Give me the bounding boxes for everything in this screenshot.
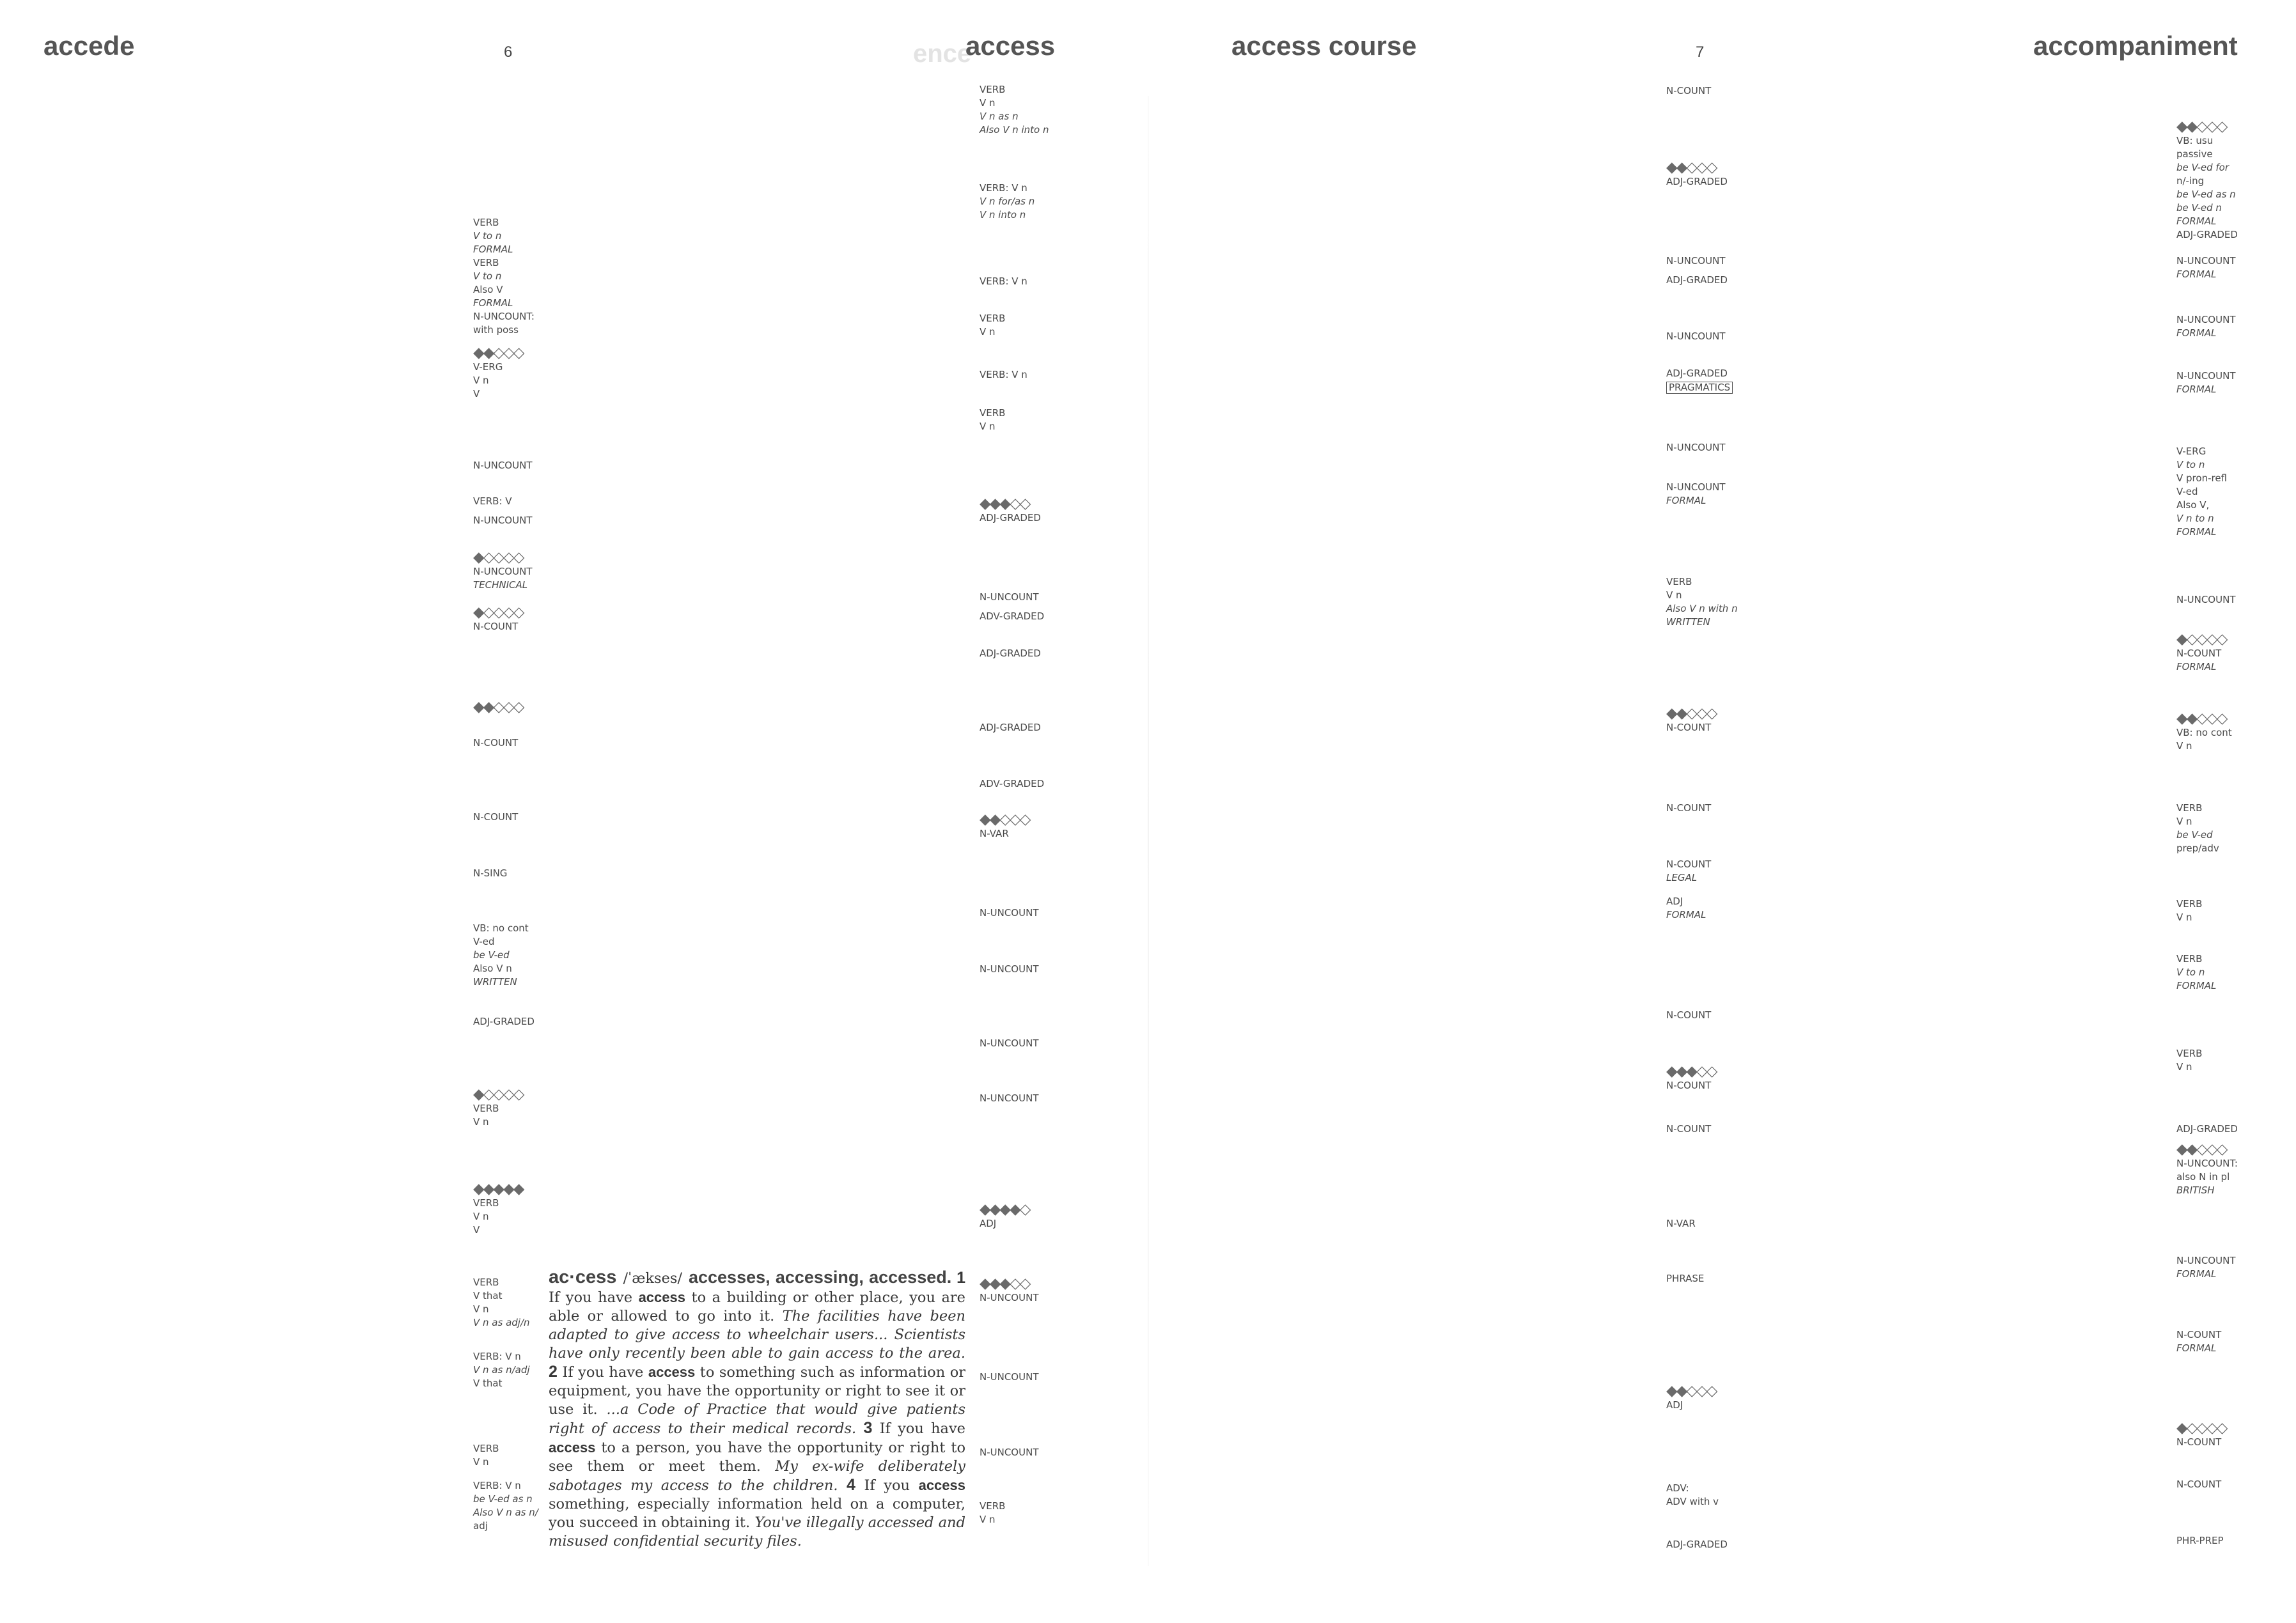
grammar-label-line: FORMAL: [2176, 327, 2217, 339]
grammar-label: [980, 1037, 1038, 1050]
frequency-diamonds: ◆◆◇◇◇: [1666, 1383, 1717, 1399]
grammar-label-line: V n as n/adj: [473, 1364, 530, 1376]
grammar-label: [2176, 711, 2232, 753]
grammar-label: [2176, 445, 2227, 539]
grammar-label: [473, 1276, 530, 1330]
grammar-label-line: FORMAL: [1666, 909, 1706, 920]
grammar-label: [980, 1276, 1038, 1305]
grammar-label-line: adj: [473, 1520, 488, 1532]
sense-text: If you have: [562, 1364, 648, 1381]
grammar-label-line: VERB: V n: [980, 276, 1027, 287]
frequency-diamonds: ◆◆◇◇◇: [2176, 1141, 2227, 1158]
grammar-label: [2176, 593, 2235, 607]
grammar-label: [980, 610, 1044, 623]
grammar-label-line: ADJ-GRADED: [1666, 1539, 1728, 1550]
grammar-label-line: Also V n into n: [980, 124, 1049, 136]
frequency-diamonds: ◆◆◆◇◇: [1666, 1063, 1717, 1080]
grammar-label-line: N-COUNT: [1666, 1123, 1712, 1135]
frequency-diamonds: ◆◆◆◇◇: [980, 495, 1030, 512]
grammar-label: [473, 811, 518, 824]
sense-number: 2: [549, 1363, 558, 1381]
grammar-label: [1666, 575, 1738, 629]
grammar-label: [980, 83, 1049, 137]
grammar-label-line: ADJ: [1666, 896, 1683, 907]
grammar-label-line: VB: usu: [2176, 135, 2214, 146]
grammar-label: [473, 1015, 535, 1029]
grammar-label-line: N-UNCOUNT: [980, 907, 1039, 919]
grammar-label: [473, 459, 532, 472]
grammar-label: [980, 1500, 1005, 1526]
frequency-diamonds: ◆◇◇◇◇: [473, 604, 524, 621]
grammar-label-line: VB: no cont: [2176, 727, 2232, 738]
grammar-label-line: N-UNCOUNT: [473, 566, 533, 577]
grammar-label-line: FORMAL: [1666, 495, 1706, 506]
page-number-left: 6: [504, 43, 513, 61]
grammar-label-line: N-UNCOUNT: [980, 1447, 1039, 1458]
grammar-label: [1666, 1538, 1728, 1551]
grammar-label-line: FORMAL: [473, 244, 513, 255]
grammar-label: [473, 1442, 499, 1469]
grammar-label-line: N-UNCOUNT: [1666, 255, 1726, 267]
grammar-label-line: N-UNCOUNT: [1666, 330, 1726, 342]
grammar-label-line: V: [473, 1224, 480, 1236]
grammar-label: [1666, 481, 1725, 508]
grammar-label-line: V n: [980, 97, 996, 109]
grammar-label: [2176, 119, 2238, 242]
grammar-label-line: V n: [473, 375, 489, 386]
grammar-label-line: VERB: [2176, 1048, 2203, 1059]
grammar-label-line: FORMAL: [2176, 268, 2217, 280]
grammar-label-line: V n: [473, 1211, 489, 1222]
grammar-label: [980, 182, 1035, 222]
grammar-label-line: N-UNCOUNT: [2176, 314, 2236, 325]
grammar-label: [473, 605, 523, 633]
grammar-label: [473, 922, 529, 989]
grammar-label: [473, 514, 532, 527]
grammar-label-line: ADJ-GRADED: [473, 1016, 535, 1027]
grammar-label: [2176, 952, 2216, 993]
grammar-label-line: N-UNCOUNT:: [2176, 1158, 2238, 1169]
grammar-label-line: V n for/as n: [980, 196, 1035, 207]
frequency-diamonds: ◆◆◆◆◇: [980, 1201, 1030, 1218]
headword: ac·cess: [549, 1267, 617, 1287]
sense-number: 4: [847, 1476, 855, 1494]
grammar-label: [2176, 632, 2226, 674]
grammar-label-line: be V-ed as n: [2176, 189, 2236, 200]
grammar-label-line: N-COUNT: [2176, 1329, 2222, 1340]
grammar-label-line: VERB: [473, 217, 499, 228]
grammar-label-line: VERB: [473, 1103, 499, 1114]
grammar-label-line: V n as adj/n: [473, 1317, 530, 1328]
grammar-label-line: Also V n: [473, 963, 512, 974]
grammar-label-line: V n: [473, 1116, 489, 1128]
grammar-label: [1666, 1122, 1711, 1136]
sense-text: If you have: [549, 1289, 639, 1306]
pronunciation: /ˈækses/: [623, 1270, 682, 1287]
grammar-label-line: V n: [980, 1514, 996, 1525]
grammar-label: [473, 550, 532, 592]
grammar-label-line: with poss: [473, 324, 519, 336]
grammar-label: [2176, 313, 2235, 340]
grammar-label-line: N-VAR: [1666, 1218, 1696, 1229]
grammar-label: [980, 906, 1038, 920]
grammar-label-line: V-ERG: [2176, 446, 2206, 457]
grammar-label-line: Also V: [473, 284, 503, 295]
grammar-label: [473, 216, 535, 337]
grammar-label: [980, 496, 1041, 525]
grammar-label-line: N-COUNT: [1666, 1009, 1712, 1021]
grammar-label-line: Also V,: [2176, 499, 2210, 511]
grammar-label: [473, 495, 512, 508]
grammar-label-line: N-UNCOUNT: [1666, 442, 1726, 453]
grammar-label-line: ADJ: [980, 1218, 997, 1229]
sense-example: The facilities have been adapted to give access to wheelchair users... Scientists have only recently been able to gain access to the area.: [549, 1308, 965, 1362]
grammar-label: [980, 1371, 1038, 1384]
grammar-label-line: WRITTEN: [1666, 616, 1710, 628]
frequency-diamonds: ◆◆◆◇◇: [980, 1275, 1030, 1292]
sense-keyword: access: [648, 1364, 696, 1380]
frequency-diamonds: ◆◇◇◇◇: [473, 1086, 524, 1103]
sense-text: If you have: [879, 1420, 965, 1437]
grammar-label-line: N-UNCOUNT: [1666, 481, 1726, 493]
grammar-label-line: ADJ-GRADED: [1666, 274, 1728, 286]
grammar-label-line: V to n: [473, 230, 502, 242]
grammar-label-line: V pron-refl: [2176, 472, 2227, 484]
grammar-label-line: V-ed: [473, 936, 495, 947]
grammar-label-line: ADV with v: [1666, 1496, 1719, 1507]
grammar-label-line: FORMAL: [2176, 384, 2217, 395]
grammar-label-line: prep/adv: [2176, 843, 2219, 854]
grammar-label-line: FORMAL: [2176, 1342, 2217, 1354]
frequency-diamonds: ◆◆◇◇◇: [980, 811, 1030, 828]
grammar-label: [1666, 1272, 1704, 1285]
grammar-label: [1666, 1482, 1719, 1509]
grammar-label: [473, 699, 523, 715]
grammar-label: [473, 1350, 530, 1390]
grammar-label-line: V n as n: [980, 111, 1019, 122]
grammar-label: [980, 1446, 1038, 1459]
grammar-label: [980, 963, 1038, 976]
grammar-label-line: V n into n: [980, 209, 1026, 221]
grammar-label-line: N-COUNT: [2176, 1479, 2222, 1490]
grammar-label-line: BRITISH: [2176, 1184, 2215, 1196]
sense-example: My ex-wife deliberately sabotages my access to the children.: [549, 1458, 965, 1494]
grammar-label-line: N-COUNT: [1666, 722, 1712, 733]
grammar-label-line: Also V n with n: [1666, 603, 1738, 614]
grammar-label-line: VERB: V n: [980, 369, 1027, 380]
grammar-label: [1666, 802, 1711, 815]
grammar-label-line: VERB: [1666, 576, 1692, 587]
grammar-label-line: N-UNCOUNT: [980, 1092, 1039, 1104]
grammar-label: [2176, 897, 2202, 924]
grammar-label-line: N-UNCOUNT:: [473, 311, 535, 322]
grammar-label-line: ADJ: [1666, 1399, 1683, 1411]
grammar-label: [473, 736, 518, 750]
grammar-label: [2176, 1420, 2226, 1449]
grammar-label-line: VERB: [2176, 898, 2203, 910]
grammar-label-line: be V-ed for: [2176, 162, 2230, 173]
grammar-label-line: FORMAL: [2176, 980, 2217, 991]
grammar-label: [2176, 254, 2235, 281]
grammar-label-line: FORMAL: [2176, 661, 2217, 672]
grammar-label-line: VERB: [980, 313, 1006, 324]
grammar-label-line: V n: [1666, 589, 1682, 601]
frequency-diamonds: ◆◆◇◇◇: [2176, 710, 2227, 727]
grammar-label-line: V: [473, 388, 480, 400]
page-number-right: 7: [1696, 43, 1705, 61]
grammar-label-line: N-UNCOUNT: [980, 1292, 1039, 1303]
grammar-label-line: N-VAR: [980, 828, 1009, 839]
grammar-label-line: VERB: V: [473, 495, 512, 507]
grammar-label-line: V to n: [473, 270, 502, 282]
sense-text: to something such as information or equipment, you have the opportunity or right to see it or use it.: [549, 1364, 965, 1418]
grammar-label-line: V n: [2176, 816, 2192, 827]
grammar-label-line: V n to n: [2176, 513, 2214, 524]
grammar-label-line: FORMAL: [2176, 526, 2217, 538]
grammar-label-line: be V-ed n: [2176, 202, 2222, 214]
grammar-label: [2176, 1534, 2224, 1548]
grammar-label-line: VB: no cont: [473, 922, 529, 934]
frequency-diamonds: ◆◆◇◇◇: [1666, 159, 1717, 176]
frequency-diamonds: ◆◆◇◇◇: [2176, 118, 2227, 135]
grammar-label-line: N-UNCOUNT: [2176, 255, 2236, 267]
inflected-forms: accesses, accessing, accessed.: [688, 1268, 952, 1287]
grammar-label-line: ADJ-GRADED: [980, 648, 1041, 659]
grammar-label: [1666, 1383, 1716, 1412]
frequency-diamonds: ◆◆◇◇◇: [1666, 705, 1717, 722]
grammar-label-line: Also V n as n/: [473, 1507, 538, 1518]
grammar-label: [473, 867, 507, 880]
grammar-label-line: also N in pl: [2176, 1171, 2230, 1183]
grammar-label: [1666, 895, 1706, 922]
grammar-label-line: N-COUNT: [1666, 858, 1712, 870]
grammar-label-line: VERB: V n: [980, 182, 1027, 194]
grammar-label-line: N-UNCOUNT: [980, 963, 1039, 975]
grammar-label-line: V that: [473, 1290, 503, 1301]
grammar-label-line: N-COUNT: [1666, 1080, 1712, 1091]
sense-keyword: access: [638, 1289, 685, 1305]
grammar-label: [2176, 1047, 2202, 1074]
grammar-label: [980, 777, 1044, 791]
grammar-label-line: N-UNCOUNT: [473, 515, 533, 526]
grammar-label: [1666, 274, 1728, 287]
grammar-label-line: N-COUNT: [1666, 85, 1712, 97]
grammar-label-line: FORMAL: [2176, 1268, 2217, 1280]
grammar-label: [1666, 1217, 1696, 1231]
grammar-label: [980, 1092, 1038, 1105]
bleed-through-text: ence: [913, 40, 972, 68]
sense-number: 1: [957, 1269, 966, 1287]
grammar-label-line: ADV-GRADED: [980, 610, 1045, 622]
grammar-label-line: LEGAL: [1666, 872, 1698, 883]
grammar-label-line: VERB: [2176, 802, 2203, 814]
grammar-label-line: ADJ-GRADED: [980, 722, 1041, 733]
grammar-label: [1666, 330, 1725, 343]
grammar-label-line: VERB: [473, 257, 499, 268]
grammar-label-line: FORMAL: [473, 297, 513, 309]
grammar-label: [980, 647, 1041, 660]
grammar-label-line: passive: [2176, 148, 2213, 160]
grammar-label-line: FORMAL: [2176, 215, 2217, 227]
grammar-label-line: VERB: [980, 1500, 1006, 1512]
grammar-label-line: ADJ-GRADED: [1666, 368, 1728, 379]
grammar-label-line: N-UNCOUNT: [2176, 594, 2236, 605]
grammar-label-line: N-COUNT: [473, 621, 519, 632]
grammar-label: [980, 721, 1041, 734]
grammar-label-line: VERB: [980, 407, 1006, 419]
grammar-label-line: be V-ed: [473, 949, 510, 961]
grammar-label: [980, 1202, 1029, 1231]
grammar-label-line: VERB: [980, 84, 1006, 95]
grammar-label-line: VERB: [2176, 953, 2203, 965]
grammar-label: [980, 312, 1005, 339]
grammar-label: [2176, 1122, 2238, 1136]
frequency-diamonds: ◆◇◇◇◇: [2176, 631, 2227, 648]
grammar-label-line: be V-ed: [2176, 829, 2213, 841]
grammar-label-line: ADJ-GRADED: [980, 512, 1041, 524]
grammar-label-line: V n: [2176, 740, 2192, 752]
page-fold: [1148, 96, 1149, 1566]
grammar-label-line: N-COUNT: [473, 737, 519, 749]
sense-text: something, especially information held on a computer, you succeed in obtaining it.: [549, 1496, 965, 1531]
grammar-label-line: N-UNCOUNT: [473, 460, 533, 471]
grammar-label-line: N-UNCOUNT: [980, 591, 1039, 603]
grammar-label-line: PHR-PREP: [2176, 1535, 2224, 1546]
sense-number: 3: [863, 1419, 873, 1437]
frequency-diamonds: ◆◆◇◇◇: [473, 699, 524, 715]
grammar-label-line: V-ERG: [473, 361, 503, 373]
sense-keyword: access: [918, 1477, 965, 1493]
grammar-label-line: VERB: [473, 1277, 499, 1288]
sense-example: ...a Code of Practice that would give patients right of access to their medical records.: [549, 1401, 965, 1437]
pragmatics-badge: PRAGMATICS: [1666, 382, 1733, 394]
grammar-label-line: N-COUNT: [2176, 1436, 2222, 1448]
grammar-label-line: V n: [980, 326, 996, 338]
grammar-label: [1666, 1064, 1716, 1092]
grammar-label-line: ADJ-GRADED: [2176, 229, 2238, 240]
grammar-label-line: ADV:: [1666, 1482, 1689, 1494]
grammar-label: [1666, 254, 1725, 268]
guide-word-right-left-page: access: [965, 31, 1056, 61]
sense-keyword: access: [549, 1440, 596, 1456]
grammar-label: [1666, 858, 1711, 885]
grammar-label-line: N-COUNT: [473, 811, 519, 823]
grammar-label: [473, 1087, 523, 1129]
grammar-label: [980, 368, 1027, 382]
grammar-label-line: N-SING: [473, 867, 508, 879]
grammar-label: [2176, 1254, 2235, 1281]
grammar-label-line: N-COUNT: [2176, 648, 2222, 659]
frequency-diamonds: ◆◆◇◇◇: [473, 345, 524, 361]
grammar-label-line: PHRASE: [1666, 1273, 1705, 1284]
grammar-label-line: N-UNCOUNT: [980, 1037, 1039, 1049]
grammar-label-line: V n: [473, 1303, 489, 1315]
guide-word-left: accede: [43, 31, 135, 61]
grammar-label-line: V to n: [2176, 967, 2205, 978]
grammar-label: [980, 407, 1005, 433]
grammar-label: [473, 345, 523, 401]
guide-word-right: accompaniment: [2033, 31, 2238, 61]
grammar-label-line: WRITTEN: [473, 976, 517, 988]
grammar-label: [1666, 160, 1728, 189]
grammar-label-line: VERB: [473, 1443, 499, 1454]
grammar-label-line: N-UNCOUNT: [2176, 370, 2236, 382]
grammar-label: [2176, 1142, 2238, 1197]
grammar-label-line: V-ed: [2176, 486, 2198, 497]
grammar-label: [2176, 369, 2235, 396]
grammar-label-line: VERB: V n: [473, 1480, 521, 1491]
grammar-label-line: V n: [473, 1456, 489, 1468]
grammar-label-line: N-UNCOUNT: [2176, 1255, 2236, 1266]
grammar-label: [473, 1181, 523, 1237]
grammar-label: [980, 591, 1038, 604]
grammar-label: [1666, 367, 1733, 394]
grammar-label: [980, 812, 1029, 841]
grammar-label-line: be V-ed as n: [473, 1493, 533, 1505]
grammar-label-line: N-UNCOUNT: [980, 1371, 1039, 1383]
grammar-label-line: N-COUNT: [1666, 802, 1712, 814]
grammar-label-line: V n: [2176, 1061, 2192, 1073]
frequency-diamonds: ◆◆◆◆◆: [473, 1181, 524, 1197]
grammar-label-line: TECHNICAL: [473, 579, 528, 591]
grammar-label: [2176, 1478, 2221, 1491]
grammar-label-line: ADJ-GRADED: [1666, 176, 1728, 187]
grammar-label: [980, 275, 1027, 288]
sense-example: You've illegally accessed and misused confidential security files.: [549, 1514, 965, 1549]
grammar-label-line: n/-ing: [2176, 175, 2205, 187]
grammar-label-line: ADV-GRADED: [980, 778, 1045, 789]
frequency-diamonds: ◆◇◇◇◇: [473, 549, 524, 566]
grammar-label-line: VERB: [473, 1197, 499, 1209]
grammar-label-line: VERB: V n: [473, 1351, 521, 1362]
sense-list: [549, 1270, 965, 1549]
grammar-label: [2176, 1328, 2221, 1355]
sense-text: to a building or other place, you are able or allowed to go into it.: [549, 1289, 965, 1324]
grammar-label: [2176, 802, 2219, 855]
sense-text: to a person, you have the opportunity or right to see them or meet them.: [549, 1440, 965, 1475]
grammar-label: [1666, 441, 1725, 454]
grammar-label-line: V n: [980, 421, 996, 432]
grammar-label: [1666, 706, 1716, 734]
grammar-label: [1666, 84, 1711, 98]
frequency-diamonds: ◆◇◇◇◇: [2176, 1420, 2227, 1436]
grammar-label: [473, 1479, 538, 1533]
grammar-label-line: ADJ-GRADED: [2176, 1123, 2238, 1135]
grammar-label-line: V to n: [2176, 459, 2205, 470]
grammar-label-line: V that: [473, 1378, 503, 1389]
grammar-label-line: V n: [2176, 912, 2192, 923]
dictionary-entry-access: [549, 1268, 965, 1551]
sense-text: If you: [864, 1477, 919, 1494]
grammar-label: [1666, 1009, 1711, 1022]
guide-word-left-right-page: access course: [1231, 31, 1417, 61]
